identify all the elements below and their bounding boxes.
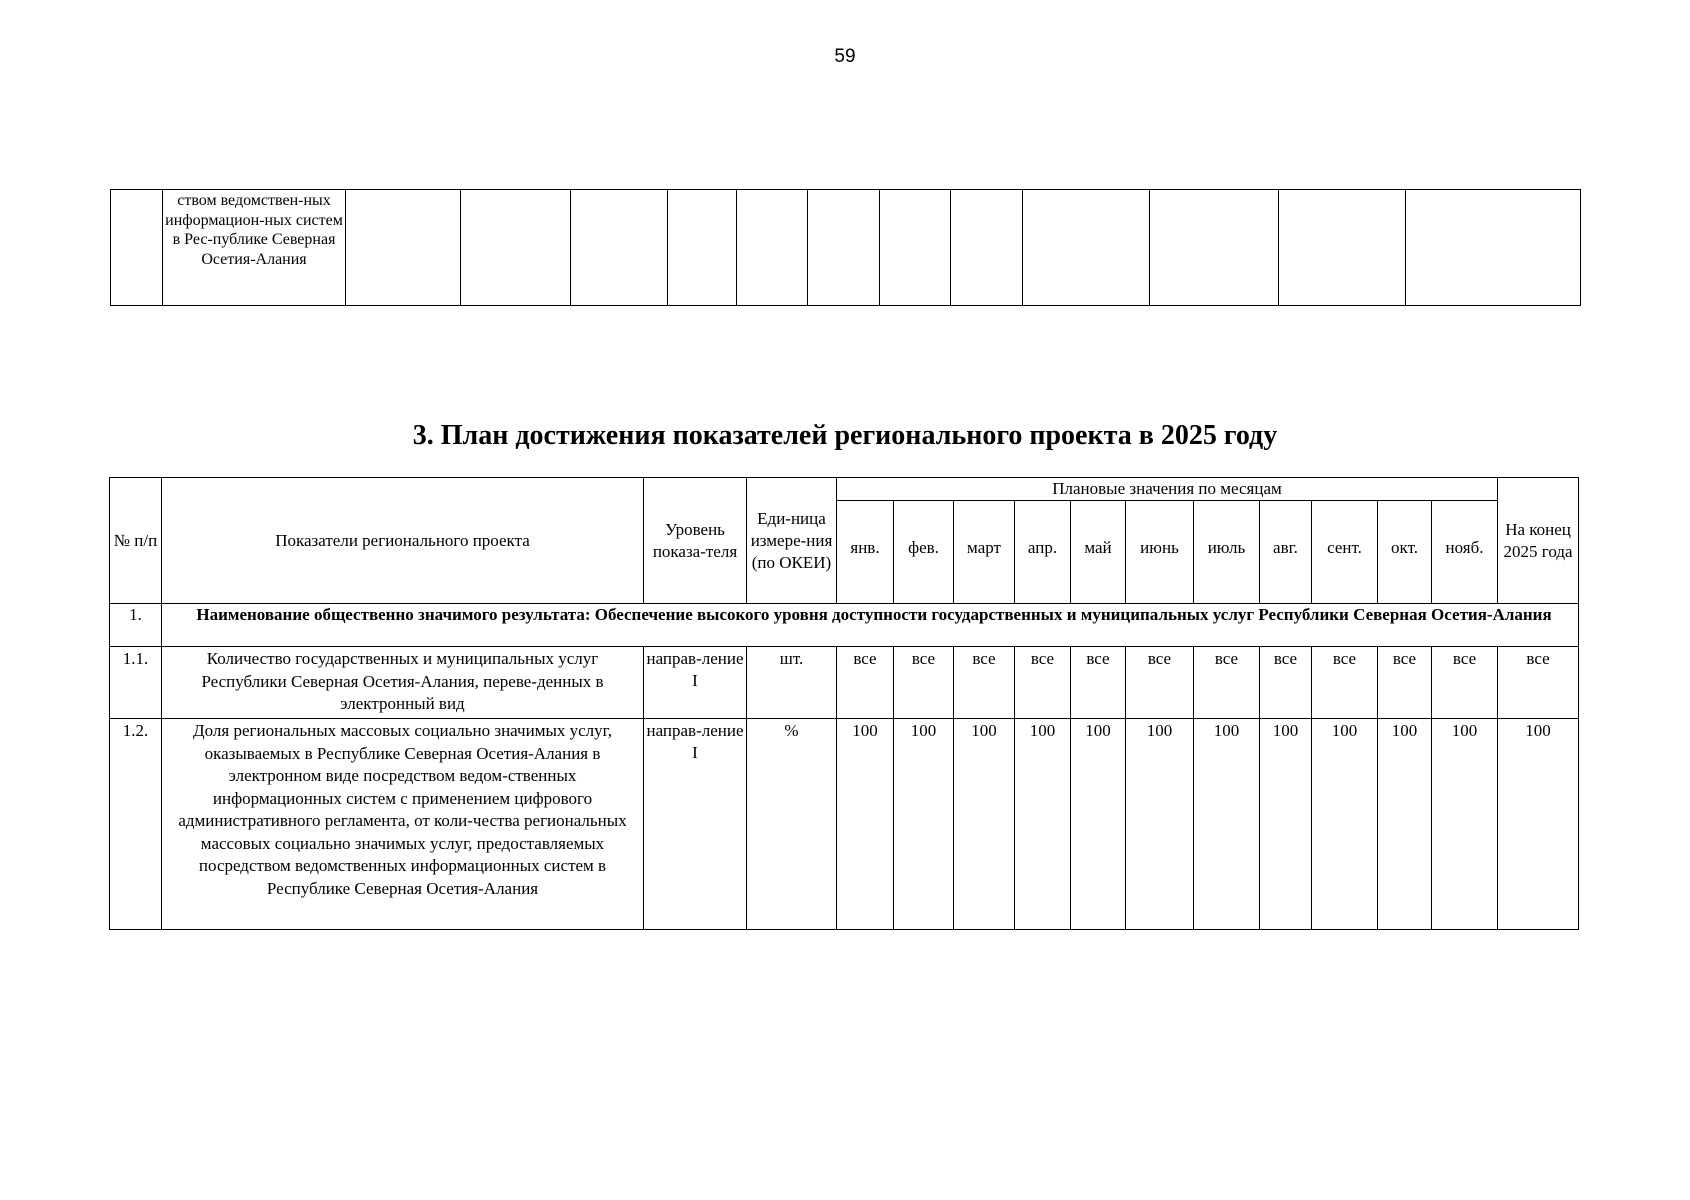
header-month: июль [1194, 501, 1260, 604]
header-month: янв. [837, 501, 894, 604]
header-month: апр. [1015, 501, 1071, 604]
fragment-text: ством ведомствен-ных информацион-ных систем в Рес-публике Северная Осетия-Алания [163, 190, 346, 306]
header-month: май [1071, 501, 1126, 604]
month-value: 100 [1126, 719, 1194, 930]
month-value: 100 [894, 719, 954, 930]
month-value: 100 [1432, 719, 1498, 930]
header-month: сент. [1312, 501, 1378, 604]
month-value: 100 [1015, 719, 1071, 930]
header-num: № п/п [110, 478, 162, 604]
indicator-level: направ-ление I [644, 647, 747, 719]
header-row [110, 478, 1579, 501]
end-value: все [1498, 647, 1579, 719]
indicator-name: Доля региональных массовых социально значимых услуг, оказываемых в Республике Северная Осетия-Алания в электронном виде посредством ведом-ственных информационных систем с применением цифрового административного регламента, от коли-чества региональных массовых социально значимых услуг, предоставляемых посредством ведомственных информационных систем в Республике Северная Осетия-Алания [162, 719, 644, 930]
month-value: все [1071, 647, 1126, 719]
month-value: 100 [837, 719, 894, 930]
header-month: март [954, 501, 1015, 604]
month-value: все [1126, 647, 1194, 719]
month-value: все [954, 647, 1015, 719]
table-row [111, 190, 1581, 306]
table-row [110, 719, 1579, 930]
header-monthly: Плановые значения по месяцам [837, 478, 1498, 501]
month-value: 100 [1194, 719, 1260, 930]
month-value: все [1015, 647, 1071, 719]
indicator-level: направ-ление I [644, 719, 747, 930]
month-value: все [894, 647, 954, 719]
end-value: 100 [1498, 719, 1579, 930]
row-number: 1.2. [110, 719, 162, 930]
header-month: нояб. [1432, 501, 1498, 604]
month-value: все [1194, 647, 1260, 719]
month-value: все [1378, 647, 1432, 719]
month-value: 100 [1260, 719, 1312, 930]
table-row [110, 647, 1579, 719]
header-month: авг. [1260, 501, 1312, 604]
header-unit: Еди-ница измере-ния (по ОКЕИ) [747, 478, 837, 604]
header-indicators: Показатели регионального проекта [162, 478, 644, 604]
continued-table-fragment [110, 189, 1581, 306]
header-month: июнь [1126, 501, 1194, 604]
month-value: все [837, 647, 894, 719]
row-number: 1.1. [110, 647, 162, 719]
month-value: все [1312, 647, 1378, 719]
indicator-plan-table [109, 477, 1579, 930]
header-level: Уровень показа-теля [644, 478, 747, 604]
indicator-unit: шт. [747, 647, 837, 719]
month-value: все [1432, 647, 1498, 719]
month-value: 100 [1312, 719, 1378, 930]
indicator-name: Количество государственных и муниципальных услуг Республики Северная Осетия-Алания, переве-денных в электронный вид [162, 647, 644, 719]
page-number: 59 [834, 46, 856, 67]
month-value: все [1260, 647, 1312, 719]
row-number: 1. [110, 604, 162, 647]
header-month: фев. [894, 501, 954, 604]
month-value: 100 [1378, 719, 1432, 930]
month-value: 100 [954, 719, 1015, 930]
header-month: окт. [1378, 501, 1432, 604]
indicator-unit: % [747, 719, 837, 930]
section-title: 3. План достижения показателей регионального проекта в 2025 году [412, 420, 1278, 451]
month-value: 100 [1071, 719, 1126, 930]
result-name: Наименование общественно значимого результата: Обеспечение высокого уровня доступности государственных и муниципальных услуг Республики Северная Осетия-Алания [162, 604, 1579, 647]
result-row [110, 604, 1579, 647]
header-end: На конец 2025 года [1498, 478, 1579, 604]
